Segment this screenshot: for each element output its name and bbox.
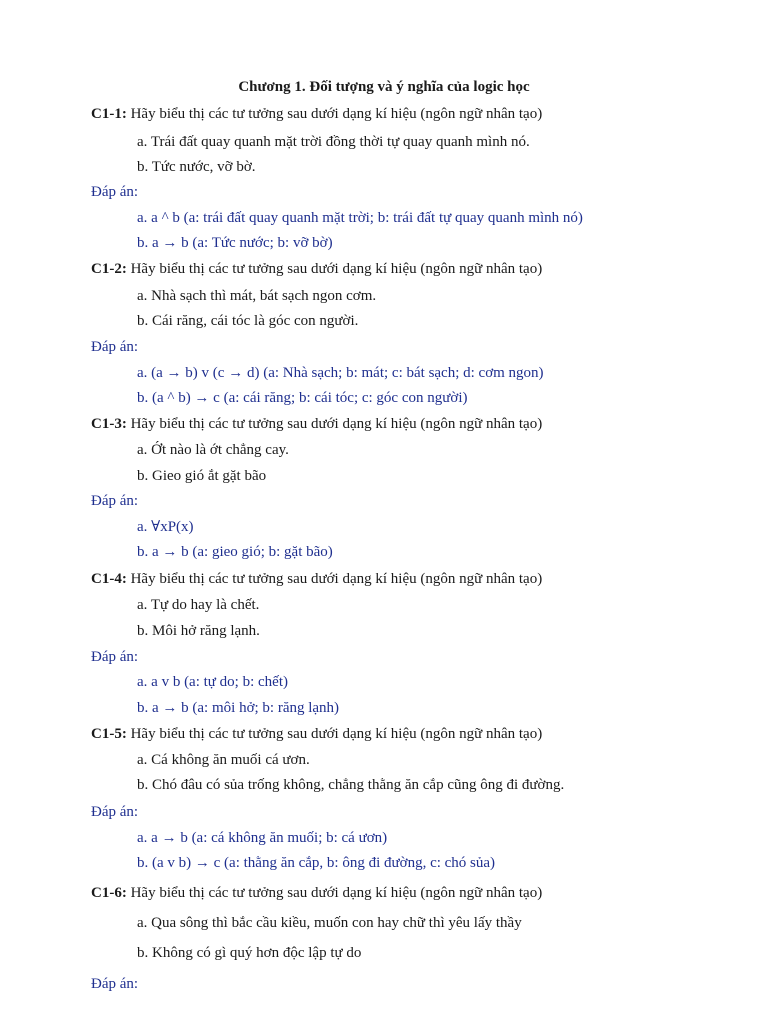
question-item: b. Không có gì quý hơn độc lập tự do <box>137 945 362 961</box>
answer-label: Đáp án: <box>91 804 139 820</box>
question-prompt: Hãy biểu thị các tư tưởng sau dưới dạng kí hiệu (ngôn ngữ nhân tạo) <box>130 261 543 277</box>
answer-item: a. a ^ b (a: trái đất quay quanh mặt trời; b: trái đất tự quay quanh mình nó) <box>137 210 583 226</box>
question-c1-3 <box>91 414 542 434</box>
question-item: b. Gieo gió ắt gặt bão <box>137 468 267 484</box>
question-id: C1-4: <box>91 571 127 587</box>
question-item: a. Tự do hay là chết. <box>137 597 260 613</box>
question-item: a. Ớt nào là ớt chẳng cay. <box>137 442 289 458</box>
answer-label: Đáp án: <box>91 976 139 992</box>
question-prompt: Hãy biểu thị các tư tưởng sau dưới dạng kí hiệu (ngôn ngữ nhân tạo) <box>130 885 543 901</box>
question-id: C1-5: <box>91 726 127 742</box>
question-id: C1-6: <box>91 885 127 901</box>
question-id: C1-1: <box>91 106 127 122</box>
question-prompt: Hãy biểu thị các tư tưởng sau dưới dạng kí hiệu (ngôn ngữ nhân tạo) <box>130 416 543 432</box>
answer-item: b. (a ^ b) → c (a: cái răng; b: cái tóc; c: góc con người) <box>137 390 468 406</box>
page-title: Chương 1. Đối tượng và ý nghĩa của logic học <box>238 79 530 95</box>
question-c1-1 <box>91 104 542 124</box>
answer-item: a. a v b (a: tự do; b: chết) <box>137 674 288 690</box>
question-item: a. Qua sông thì bắc cầu kiều, muốn con hay chữ thì yêu lấy thầy <box>137 915 522 931</box>
question-c1-2 <box>91 259 542 279</box>
answer-item: b. (a v b) → c (a: thằng ăn cắp, b: ông đi đường, c: chó sủa) <box>137 855 496 871</box>
question-item: b. Tức nước, vỡ bờ. <box>137 159 256 175</box>
question-id: C1-3: <box>91 416 127 432</box>
question-prompt: Hãy biểu thị các tư tưởng sau dưới dạng kí hiệu (ngôn ngữ nhân tạo) <box>130 726 543 742</box>
answer-item: b. a → b (a: gieo gió; b: gặt bão) <box>137 544 333 560</box>
question-item: b. Môi hở răng lạnh. <box>137 623 260 639</box>
answer-item: b. a → b (a: môi hở; b: răng lạnh) <box>137 700 340 716</box>
question-c1-4 <box>91 569 542 589</box>
question-item: a. Nhà sạch thì mát, bát sạch ngon cơm. <box>137 288 377 304</box>
answer-label: Đáp án: <box>91 339 139 355</box>
question-prompt: Hãy biểu thị các tư tưởng sau dưới dạng kí hiệu (ngôn ngữ nhân tạo) <box>130 106 543 122</box>
question-item: a. Trái đất quay quanh mặt trời đồng thời tự quay quanh mình nó. <box>137 134 530 150</box>
question-id: C1-2: <box>91 261 127 277</box>
question-item: a. Cá không ăn muối cá ươn. <box>137 752 310 768</box>
answer-item: b. a → b (a: Tức nước; b: vỡ bờ) <box>137 235 333 251</box>
question-c1-5 <box>91 724 542 744</box>
question-item: b. Chó đâu có sủa trống không, chẳng thằng ăn cắp cũng ông đi đường. <box>137 777 565 793</box>
answer-item: a. ∀xP(x) <box>137 519 194 535</box>
answer-label: Đáp án: <box>91 184 139 200</box>
question-prompt: Hãy biểu thị các tư tưởng sau dưới dạng kí hiệu (ngôn ngữ nhân tạo) <box>130 571 543 587</box>
question-item: b. Cái răng, cái tóc là góc con người. <box>137 313 359 329</box>
answer-label: Đáp án: <box>91 493 139 509</box>
question-c1-6 <box>91 883 542 903</box>
answer-item: a. (a → b) v (c → d) (a: Nhà sạch; b: mát; c: bát sạch; d: cơm ngon) <box>137 365 544 381</box>
answer-label: Đáp án: <box>91 649 139 665</box>
answer-item: a. a → b (a: cá không ăn muối; b: cá ươn) <box>137 830 388 846</box>
